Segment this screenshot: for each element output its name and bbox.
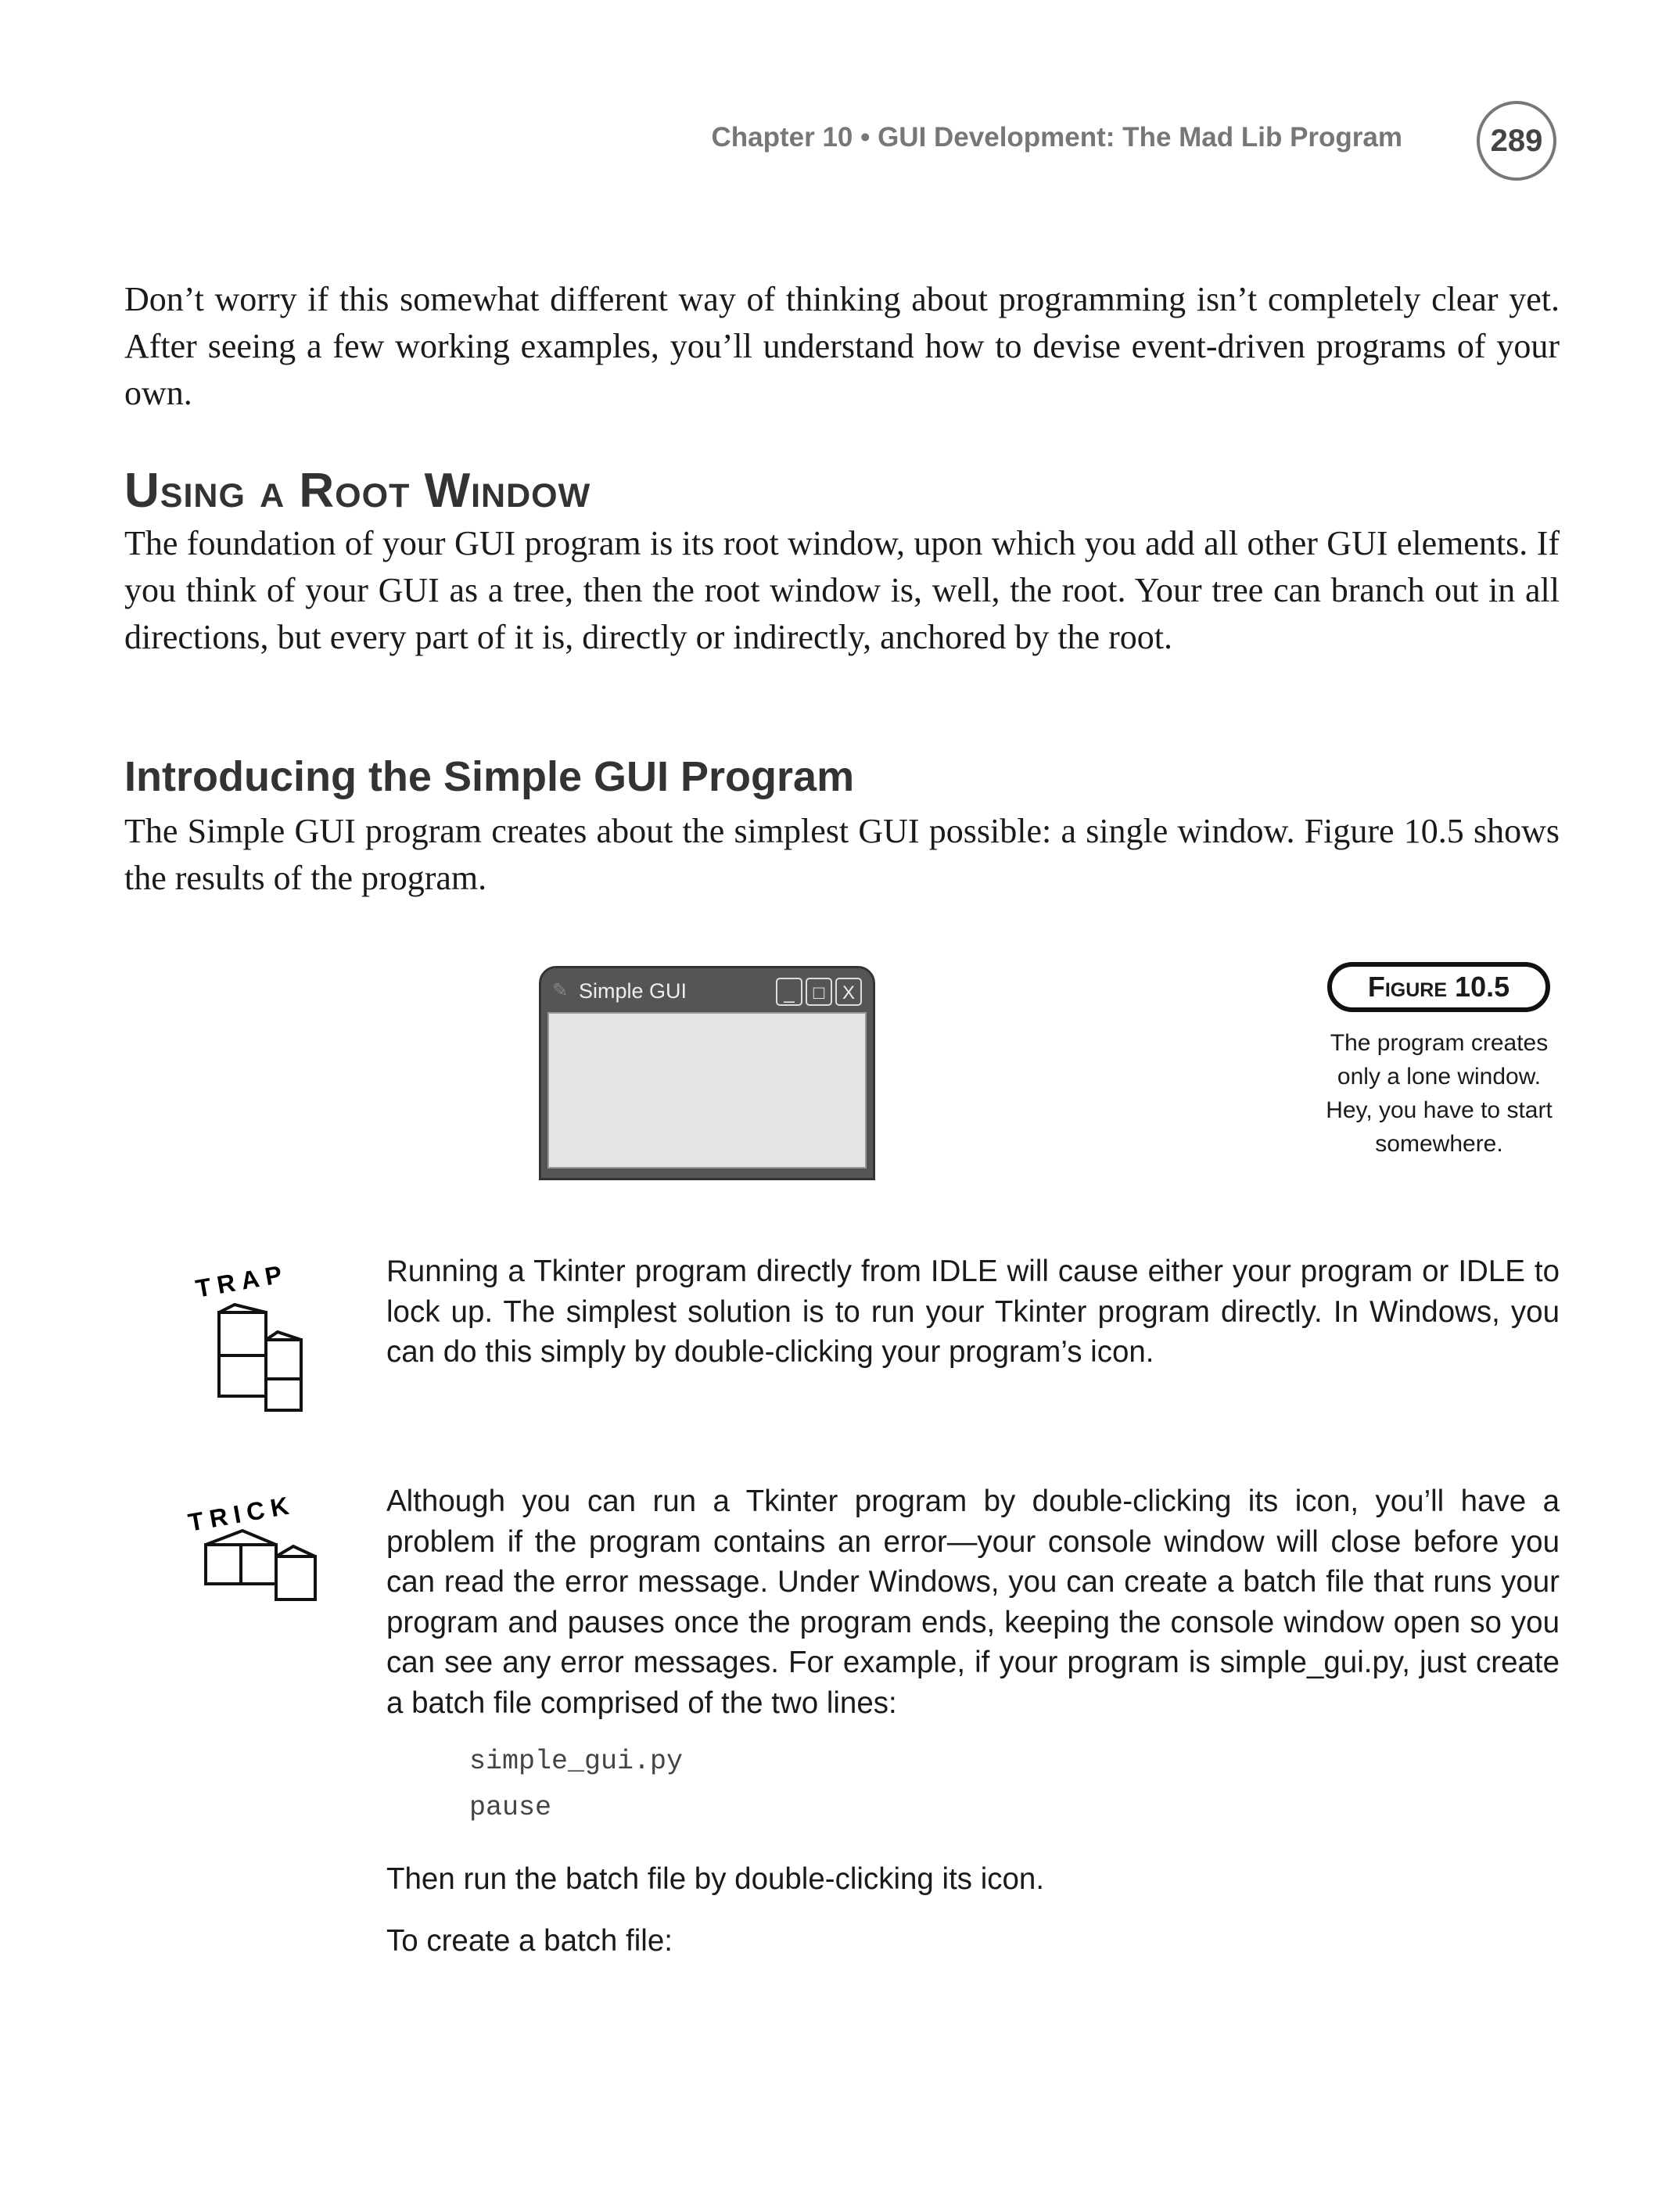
window-title: Simple GUI [579, 979, 687, 1003]
trap-icon [192, 1250, 332, 1414]
maximize-button: □ [806, 978, 832, 1006]
figure-label: Figure 10.5 [1327, 962, 1550, 1012]
page-number: 289 [1477, 101, 1556, 181]
tk-feather-icon: ✎ [552, 980, 569, 1001]
window-body [547, 1012, 867, 1169]
close-button: X [835, 978, 862, 1006]
intro-paragraph: Don’t worry if this somewhat different way of thinking about programming isn’t completely clear yet. After seeing a few working examples, you’ll understand how to devise event-driven programs of your own. [124, 280, 1560, 412]
section-paragraph: The foundation of your GUI program is its root window, upon which you add all other GUI elements. If you think of your GUI as a tree, then the root window is, well, the root. Your tree can branch out in all directions, but every part of it is, directly or indirectly, anchored by the root. [124, 524, 1560, 656]
trick-icon [184, 1482, 332, 1607]
trap-label: TRAP [193, 1258, 291, 1303]
code-line: pause [469, 1792, 552, 1823]
subsection-heading: Introducing the Simple GUI Program [124, 753, 855, 800]
trick-text: Although you can run a Tkinter program by double-clicking its icon, you’ll have a problem if the program contains an error—your console window will close before you can read the error message. Under Windows, you can create a batch file that runs your program and pauses once the program ends, keeping the console window open so you can see any error messages. For example, if your program is simple_gui.py, just create a batch file comprised of the two lines: [386, 1485, 1560, 1720]
code-line: simple_gui.py [469, 1746, 684, 1777]
trap-text: Running a Tkinter program directly from IDLE will cause either your program or IDLE to lock up. The simplest solution is to run your Tkinter program directly. In Windows, you can do this simply by double-clicking your program’s icon. [386, 1255, 1560, 1369]
simple-gui-window-screenshot [539, 966, 875, 1180]
subsection-paragraph: The Simple GUI program creates about the simplest GUI possible: a single window. Figure 10.5 shows the results of the program. [124, 812, 1560, 897]
minimize-button: _ [776, 978, 802, 1006]
trick-label: TRICK [185, 1490, 297, 1537]
running-head: Chapter 10 • GUI Development: The Mad Lib Program [711, 122, 1402, 153]
batch-file-lead-in: To create a batch file: [386, 1924, 673, 1958]
section-heading: Using a Root Window [124, 464, 591, 518]
figure-caption: The program creates only a lone window. Hey, you have to start somewhere. [1326, 1030, 1553, 1157]
trick-after-text: Then run the batch file by double-clicking its icon. [386, 1862, 1045, 1896]
